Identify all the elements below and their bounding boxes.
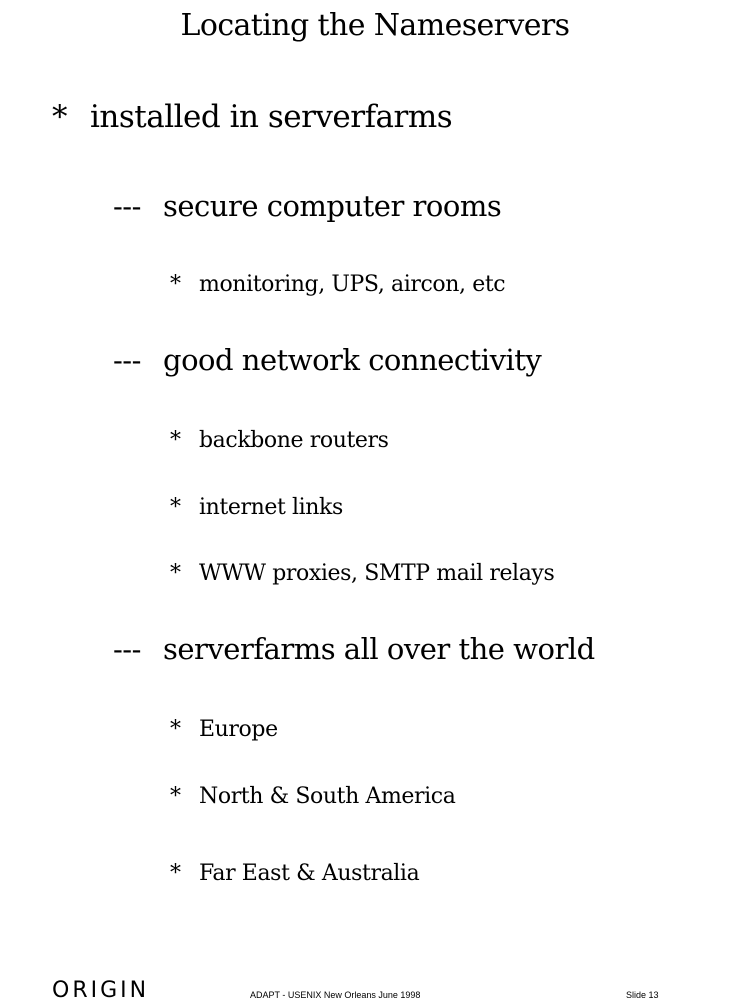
bullet-marker: * [170,495,181,520]
detail-bullet-text: North & South America [199,784,456,809]
bullet-marker: * [170,784,181,809]
detail-bullet-text: Far East & Australia [199,861,420,886]
sub-bullet-text: good network connectivity [163,343,542,377]
bullet-marker: * [170,717,181,742]
detail-bullet-text: monitoring, UPS, aircon, etc [199,272,506,297]
slide-footer [0,978,750,1003]
detail-bullet-text: Europe [199,717,278,742]
footer-event-text: ADAPT - USENIX New Orleans June 1998 [250,990,421,1000]
detail-bullet-text: backbone routers [199,428,389,453]
dash-marker: --- [113,343,141,377]
dash-marker: --- [113,632,141,666]
bullet-marker: * [170,428,181,453]
detail-bullet-text: internet links [199,495,343,520]
sub-bullet-text: serverfarms all over the world [163,632,595,666]
slide-title: Locating the Nameservers [180,8,570,43]
detail-bullet-text: WWW proxies, SMTP mail relays [199,561,555,586]
bullet-text: installed in serverfarms [90,99,453,135]
dash-marker: --- [113,189,141,223]
slide-number: Slide 13 [626,990,659,1000]
sub-bullet-text: secure computer rooms [163,189,502,223]
bullet-marker: * [170,861,181,886]
origin-logo: ORIGIN [52,978,150,1003]
bullet-marker: * [170,561,181,586]
bullet-marker: * [170,272,181,297]
bullet-marker: * [52,99,67,135]
